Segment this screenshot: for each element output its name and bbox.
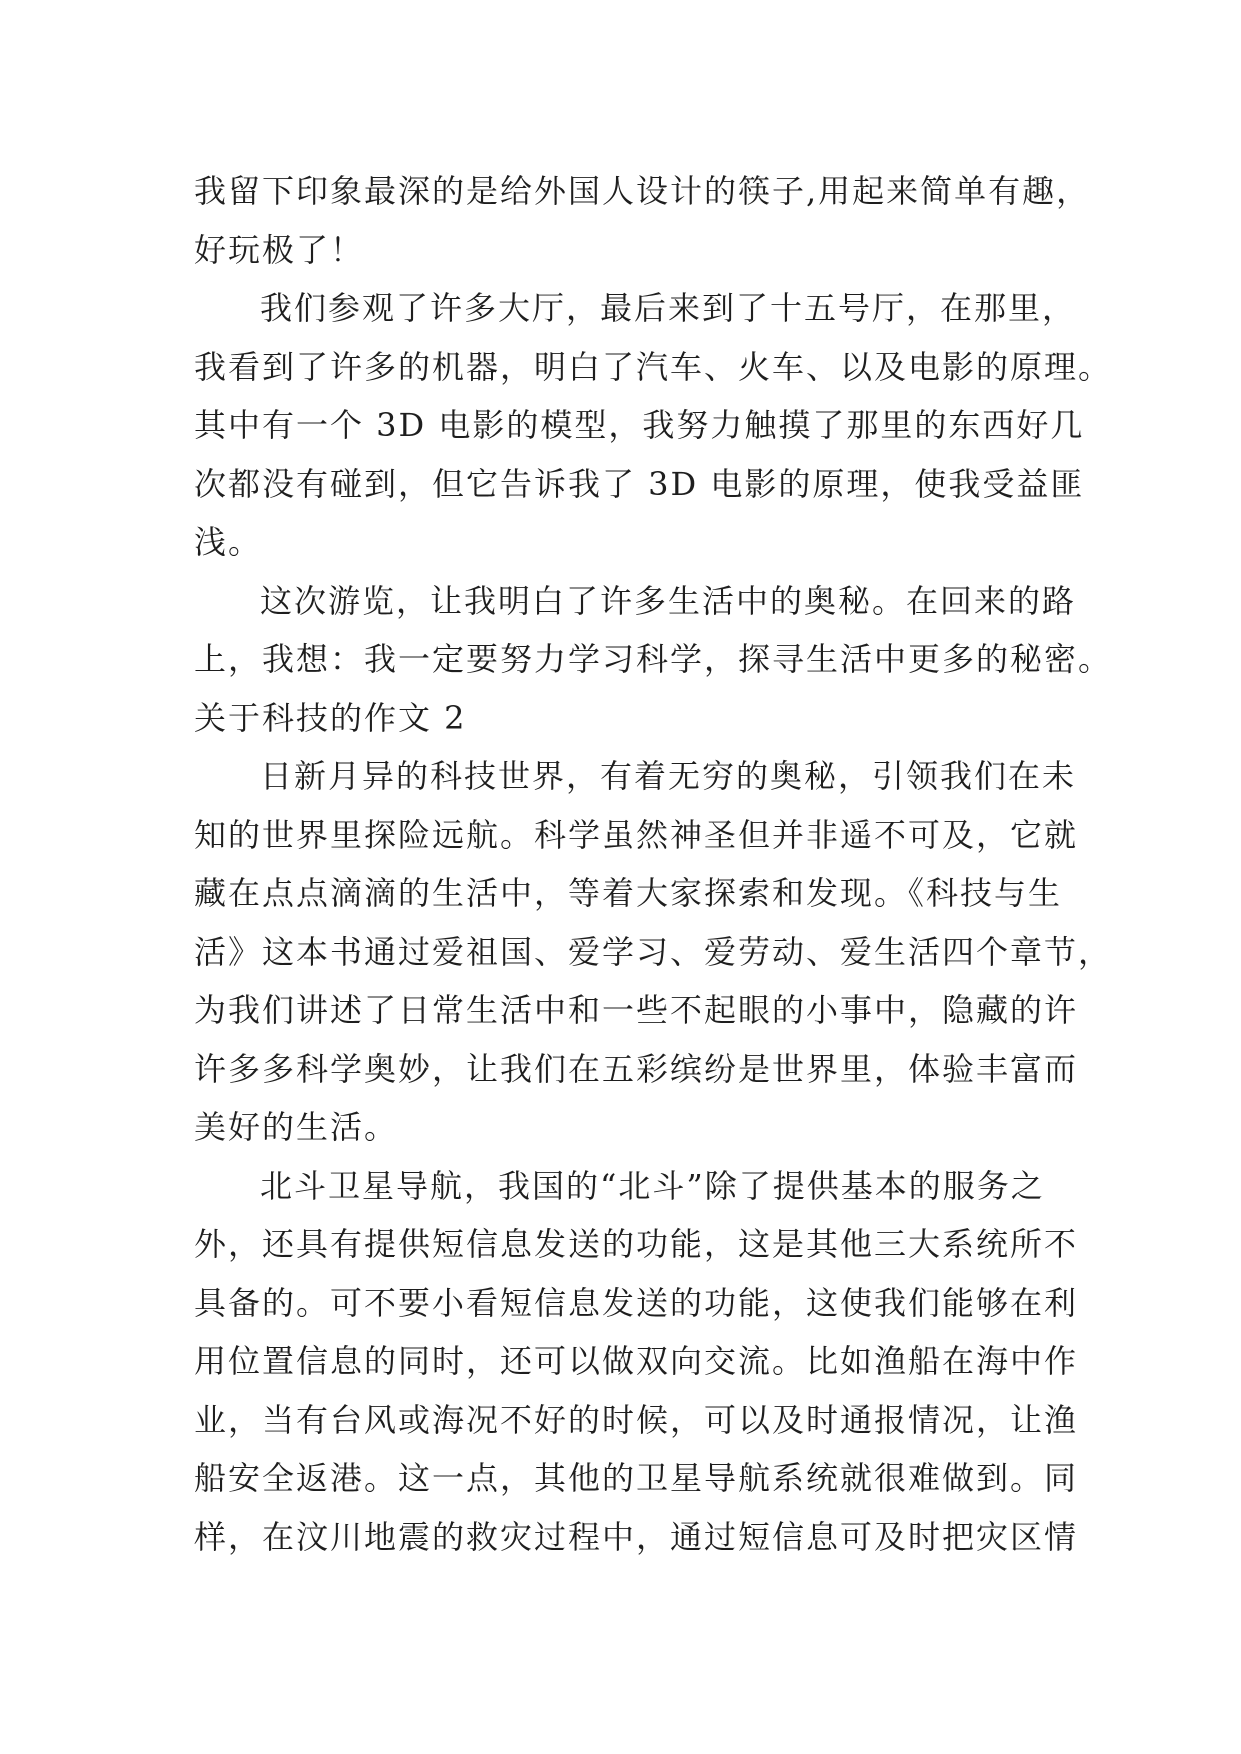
text-line: 活》这本书通过爱祖国、爱学习、爱劳动、爱生活四个章节，	[194, 932, 1113, 971]
paragraph	[194, 1157, 1154, 1567]
text-line: 北斗卫星导航，我国的“北斗”除了提供基本的服务之	[260, 1166, 1045, 1205]
document-body	[194, 162, 1154, 1566]
text-line: 这次游览，让我明白了许多生活中的奥秘。在回来的路	[260, 581, 1077, 620]
text-line: 上，我想：我一定要努力学习科学，探寻生活中更多的秘密。	[194, 640, 1113, 678]
text-line: 许多多科学奥妙，让我们在五彩缤纷是世界里，体验丰富而	[194, 1049, 1079, 1088]
text-line: 我留下印象最深的是给外国人设计的筷子,用起来简单有趣，	[194, 172, 1091, 210]
text-line: 藏在点点滴滴的生活中，等着大家探索和发现。《科技与生	[194, 874, 1063, 912]
text-line: 为我们讲述了日常生活中和一些不起眼的小事中，隐藏的许	[194, 991, 1079, 1029]
text-line: 船安全返港。这一点，其他的卫星导航系统就很难做到。同	[194, 1459, 1079, 1497]
text-line: 知的世界里探险远航。科学虽然神圣但并非遥不可及，它就	[194, 815, 1079, 854]
text-line: 美好的生活。	[194, 1108, 399, 1146]
section-heading	[194, 689, 1154, 748]
paragraph	[194, 572, 1154, 689]
text-line: 好玩极了！	[194, 230, 365, 269]
paragraph-continued	[194, 162, 1154, 279]
heading-text: 关于科技的作文 2	[194, 698, 467, 737]
text-line: 次都没有碰到，但它告诉我了 3D 电影的原理，使我受益匪	[194, 464, 1085, 503]
text-line: 用位置信息的同时，还可以做双向交流。比如渔船在海中作	[194, 1342, 1079, 1380]
text-line: 业，当有台风或海况不好的时候，可以及时通报情况，让渔	[194, 1400, 1079, 1439]
text-line: 外，还具有提供短信息发送的功能，这是其他三大系统所不	[194, 1225, 1079, 1263]
text-line: 日新月异的科技世界，有着无穷的奥秘，引领我们在未	[260, 757, 1077, 795]
text-line: 其中有一个 3D 电影的模型，我努力触摸了那里的东西好几	[194, 406, 1085, 444]
text-line: 具备的。可不要小看短信息发送的功能，这使我们能够在利	[194, 1283, 1079, 1322]
text-line: 我看到了许多的机器，明白了汽车、火车、以及电影的原理。	[194, 347, 1113, 386]
text-line: 浅。	[194, 523, 263, 561]
paragraph	[194, 279, 1154, 572]
paragraph	[194, 747, 1154, 1157]
text-line: 我们参观了许多大厅，最后来到了十五号厅，在那里，	[260, 289, 1077, 327]
text-line: 样，在汶川地震的救灾过程中，通过短信息可及时把灾区情	[194, 1517, 1079, 1556]
